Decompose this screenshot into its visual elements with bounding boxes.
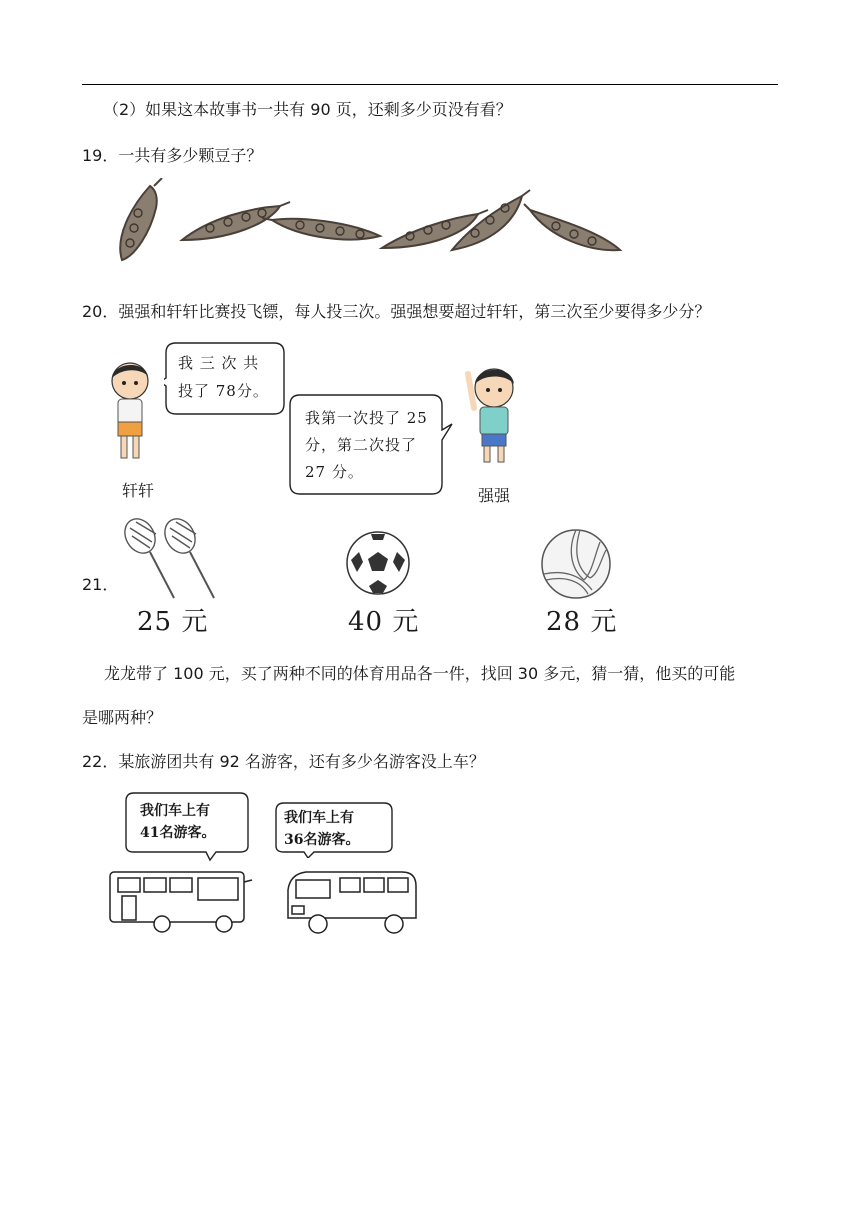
header-rule xyxy=(82,84,778,85)
volleyball-icon xyxy=(540,528,612,600)
badminton-price: 25 元 xyxy=(137,607,209,637)
qiangqiang-bubble-line2: 分，第二次投了 xyxy=(305,436,418,454)
badminton-rackets-icon xyxy=(122,516,222,606)
pea-pods-illustration xyxy=(110,178,630,268)
qiangqiang-bubble-line1: 我第一次投了 25 xyxy=(305,409,428,427)
soccer-ball-price: 40 元 xyxy=(348,607,420,637)
q19-text: 19．一共有多少颗豆子？ xyxy=(82,146,263,165)
volleyball-price: 28 元 xyxy=(546,607,618,637)
bus1-bubble-line2: 41名游客。 xyxy=(140,825,216,841)
q21-text-line1: 龙龙带了 100 元，买了两种不同的体育用品各一件，找回 30 多元，猜一猜，他买的可能 xyxy=(104,664,736,683)
q22-text: 22．某旅游团共有 92 名游客，还有多少名游客没上车？ xyxy=(82,752,485,771)
q20-text: 20．强强和轩轩比赛投飞镖，每人投三次。强强想要超过轩轩，第三次至少要得多少分？ xyxy=(82,302,711,321)
q18-part2-text: （2）如果这本故事书一共有 90 页，还剩多少页没有看？ xyxy=(103,100,512,119)
qiangqiang-boy-illustration xyxy=(454,360,526,472)
bus2-bubble-line2: 36名游客。 xyxy=(284,832,360,848)
bus1-bubble-line1: 我们车上有 xyxy=(140,803,210,819)
pea-pod-1 xyxy=(120,186,156,260)
xuanxuan-name: 轩轩 xyxy=(122,481,155,500)
xuanxuan-boy-illustration xyxy=(100,356,170,466)
qiangqiang-bubble-line3: 27 分。 xyxy=(305,463,364,481)
bus2-bubble-line1: 我们车上有 xyxy=(284,810,354,826)
q21-number: 21． xyxy=(82,575,119,594)
soccer-ball-icon xyxy=(345,530,411,596)
qiangqiang-name: 强强 xyxy=(478,486,511,505)
xuanxuan-bubble-line1: 我 三 次 共 xyxy=(178,354,260,372)
q21-text-line2: 是哪两种？ xyxy=(82,708,163,727)
bus2-illustration xyxy=(282,860,422,940)
bus1-illustration xyxy=(106,858,256,938)
xuanxuan-bubble-line2: 投了 78分。 xyxy=(178,382,269,400)
